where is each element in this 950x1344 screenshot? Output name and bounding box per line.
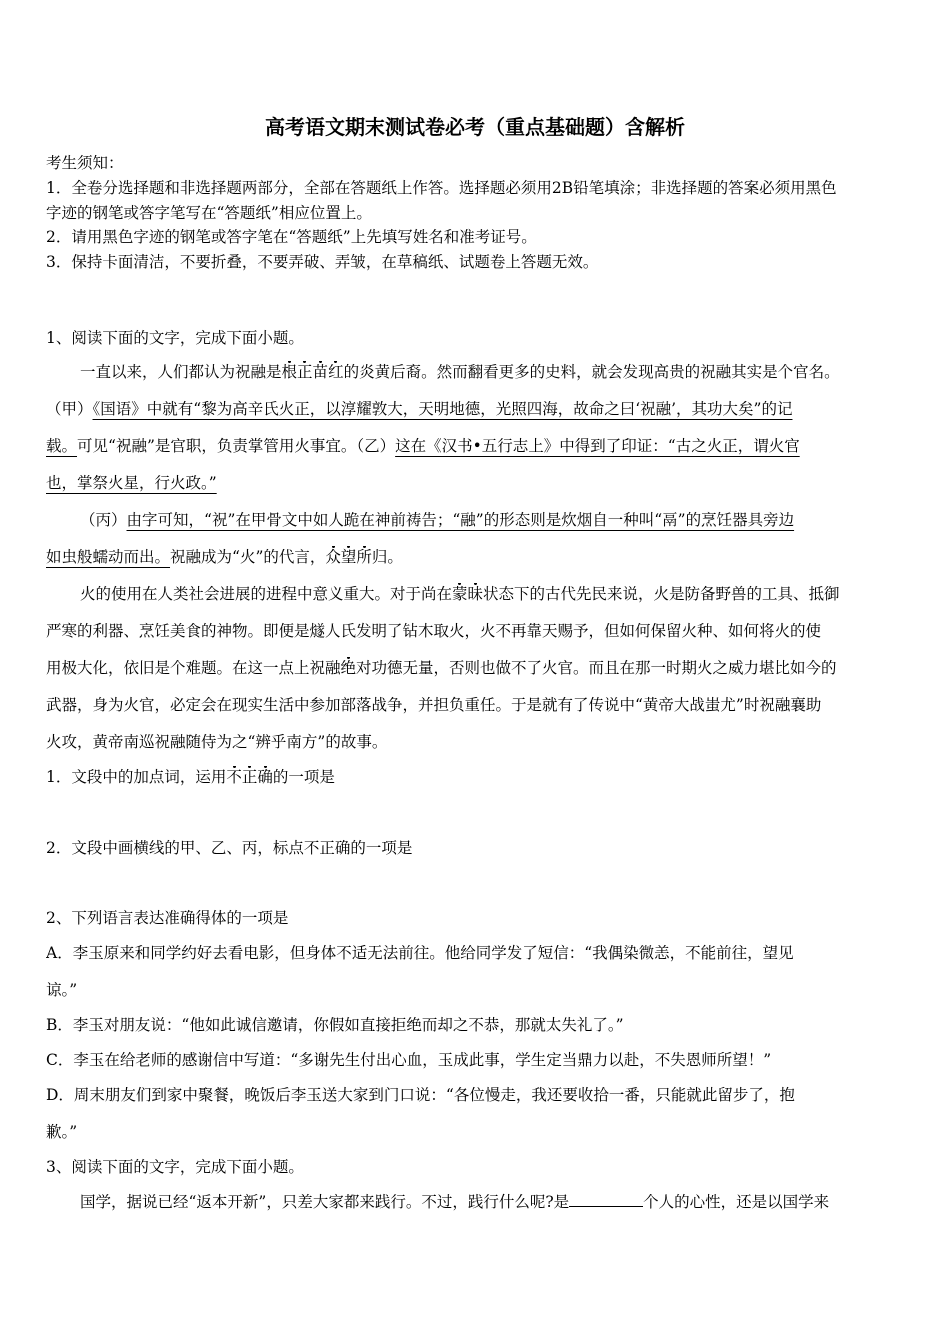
underlined-text-jia: 《国语》中就有“黎为高辛氏火正，以淳耀敦大，天明地德，光照四海，故命之曰‘祝融’，其功大矣”的记 — [92, 400, 793, 418]
underlined-text-bing: 如虫般蠕动而出。 — [46, 548, 171, 566]
q1-para-line: 载。可见“祝融”是官职，负责掌管用火事宜。（乙）这在《汉书•五行志上》中得到了印证：“古之火正，谓火官 — [46, 437, 800, 455]
q1-sub2-stem: 2．文段中画横线的甲、乙、丙，标点不正确的一项是 — [46, 839, 413, 857]
fill-blank[interactable] — [569, 1192, 643, 1207]
underlined-text-yi: 也，掌祭火星，行火政。” — [46, 474, 217, 492]
q1-para-line: 火的使用在人类社会进展的进程中意义重大。对于尚在蒙昧状态下的古代先民来说，火是防备野兽的工具、抵御 — [80, 585, 840, 603]
emphasis-char: 正 — [297, 363, 313, 381]
q3-para-line: 国学，据说已经“返本开新”，只差大家都来践行。不过，践行什么呢?是 个人的心性，还是以国学来 — [80, 1193, 830, 1211]
q2-option-a-line1[interactable]: A．李玉原来和同学约好去看电影，但身体不适无法前往。他给同学发了短信：“我偶染微恙，不能前往，望见 — [46, 944, 794, 962]
emphasis-char: 不 — [226, 768, 242, 786]
notice-item-1b: 字迹的钢笔或答字笔写在“答题纸”相应位置上。 — [46, 204, 372, 222]
notice-item-3: 3．保持卡面清洁，不要折叠，不要弄破、弄皱，在草稿纸、试题卷上答题无效。 — [46, 253, 599, 271]
q2-heading: 2、下列语言表达准确得体的一项是 — [46, 909, 289, 927]
emphasis-char: 确 — [257, 768, 273, 786]
emphasis-char: 红 — [328, 363, 344, 381]
q1-sub1-stem: 1．文段中的加点词，运用不正确的一项是 — [46, 768, 335, 786]
emphasis-char: 根 — [281, 363, 298, 381]
emphasis-char: 昧 — [467, 585, 484, 603]
notice-heading: 考生须知： — [46, 154, 124, 172]
q2-option-a-line2[interactable]: 谅。” — [46, 981, 78, 999]
emphasis-char: 望 — [340, 548, 357, 566]
q2-option-b[interactable]: B．李玉对朋友说：“他如此诚信邀请，你假如直接拒绝而却之不恭，那就太失礼了。” — [46, 1016, 624, 1034]
underlined-text-jia: 载。 — [46, 437, 78, 455]
q2-option-d-line1[interactable]: D．周末朋友们到家中聚餐，晚饭后李玉送大家到门口说：“各位慢走，我还要收拾一番，只能就此留步了，抱 — [46, 1086, 795, 1104]
underlined-text-bing: 由字可知，“祝”在甲骨文中如人跪在神前祷告；“融”的形态则是炊烟自一种叫“鬲”的烹饪器具旁边 — [126, 511, 795, 529]
notice-item-2: 2．请用黑色字迹的钢笔或答字笔在“答题纸”上先填写姓名和准考证号。 — [46, 228, 537, 246]
q1-para-line: 用极大化，依旧是个难题。在这一点上祝融绝对功德无量，否则也做不了火官。而且在那一时期火之威力堪比如今的 — [46, 659, 837, 677]
emphasis-char: 绝 — [340, 659, 357, 677]
emphasis-char: 众 — [325, 548, 341, 566]
q2-option-d-line2[interactable]: 歉。” — [46, 1123, 78, 1141]
q1-para-line: （甲）《国语》中就有“黎为高辛氏火正，以淳耀敦大，天明地德，光照四海，故命之曰‘祝融’，其功大矣”的记 — [46, 400, 793, 418]
notice-item-1a: 1．全卷分选择题和非选择题两部分，全部在答题纸上作答。选择题必须用2B铅笔填涂；非选择题的答案必须用黑色 — [46, 179, 837, 197]
page-title: 高考语文期末测试卷必考（重点基础题）含解析 — [265, 115, 685, 139]
q1-para-line: 一直以来，人们都认为祝融是根正苗红的炎黄后裔。然而翻看更多的史料，就会发现高贵的祝融其实是个官名。 — [80, 363, 840, 381]
underlined-text-yi: 这在《汉书•五行志上》中得到了印证：“古之火正，谓火官 — [395, 437, 800, 455]
emphasis-char: 正 — [241, 768, 258, 786]
q1-para-line: （丙）由字可知，“祝”在甲骨文中如人跪在神前祷告；“融”的形态则是炊烟自一种叫“鬲”的烹饪器具旁边 — [80, 511, 795, 529]
q2-option-c[interactable]: C．李玉在给老师的感谢信中写道：“多谢先生付出心血，玉成此事，学生定当鼎力以赴，不失恩师所望！” — [46, 1051, 772, 1069]
q1-para-line: 如虫般蠕动而出。祝融成为“火”的代言，众望所归。 — [46, 548, 403, 566]
q1-para-line: 武器，身为火官，必定会在现实生活中参加部落战争，并担负重任。于是就有了传说中“黄帝大战蚩尤”时祝融襄助 — [46, 696, 822, 714]
emphasis-char: 苗 — [312, 363, 329, 381]
emphasis-char: 所 — [356, 548, 372, 566]
emphasis-char: 蒙 — [452, 585, 468, 603]
q1-para-line — [46, 472, 904, 494]
q1-para-line: 严寒的利器、烹饪美食的神物。即便是燧人氏发明了钻木取火，火不再靠天赐予，但如何保留火种、如何将火的使 — [46, 622, 822, 640]
q1-para-line: 火攻，黄帝南巡祝融随侍为之“辨乎南方”的故事。 — [46, 733, 388, 751]
q3-heading: 3、阅读下面的文字，完成下面小题。 — [46, 1158, 304, 1176]
q1-heading: 1、阅读下面的文字，完成下面小题。 — [46, 329, 304, 347]
